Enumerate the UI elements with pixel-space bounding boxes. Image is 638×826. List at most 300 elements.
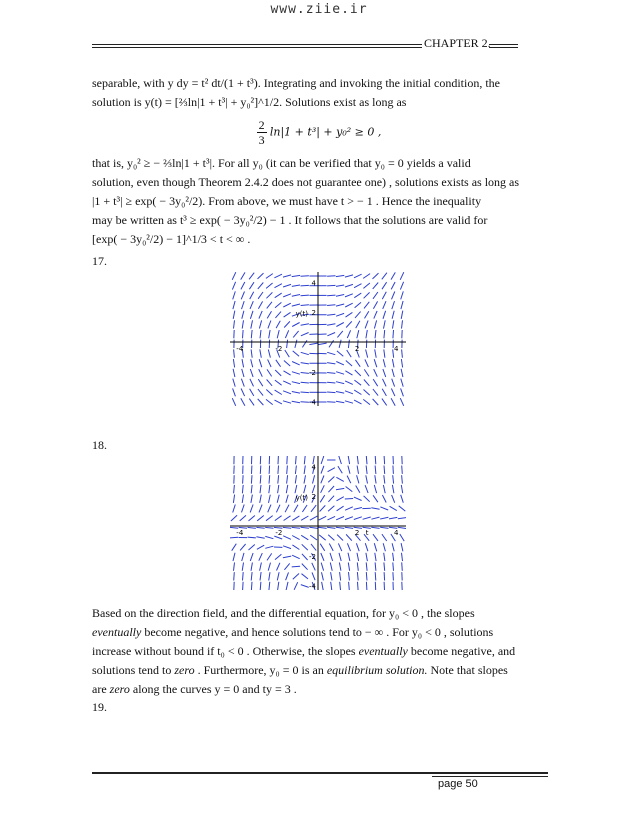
slope-arrow [268, 321, 271, 329]
slope-arrow [233, 553, 235, 561]
slope-arrow [392, 543, 394, 551]
slope-arrow [242, 505, 245, 513]
slope-arrow [345, 391, 353, 394]
slope-arrow [292, 516, 299, 521]
slope-arrow [346, 487, 353, 492]
slope-arrow [392, 369, 394, 377]
slope-arrow [295, 475, 296, 483]
text-line: Based on the direction field, and the differential equation, for y₀ < 0 , the slopes [92, 606, 475, 620]
slope-arrow [401, 291, 404, 299]
slope-arrow [242, 301, 245, 309]
slope-arrow [402, 320, 403, 328]
slope-arrow [371, 527, 379, 528]
slope-arrow [249, 282, 254, 289]
slope-arrow [250, 369, 253, 377]
slope-arrow [275, 284, 282, 288]
slope-arrow [356, 321, 360, 328]
slope-arrow [283, 381, 291, 385]
slope-arrow [258, 283, 264, 289]
slope-arrow [348, 553, 350, 561]
slope-arrow [257, 516, 264, 521]
slope-arrow [363, 399, 370, 404]
slope-arrow [393, 330, 394, 338]
slope-arrow [383, 379, 387, 387]
slope-arrow [285, 505, 289, 513]
slope-arrow [389, 517, 397, 519]
slope-arrow [345, 507, 353, 510]
slope-arrow [275, 390, 282, 394]
slope-arrow [375, 553, 376, 561]
slope-arrow [233, 505, 236, 513]
emphasis: eventually [358, 644, 408, 658]
slope-arrow [357, 466, 358, 474]
slope-arrow [251, 475, 252, 483]
slope-arrow [265, 527, 273, 528]
slope-arrow [382, 399, 387, 406]
slope-arrow [243, 475, 244, 483]
slope-arrow [328, 516, 336, 520]
footer-rule [432, 776, 548, 777]
slope-arrow [275, 370, 281, 376]
slope-arrow [356, 543, 359, 551]
slope-arrow [267, 553, 272, 560]
slope-arrow [242, 485, 243, 493]
slope-arrow [304, 475, 306, 483]
slope-arrow [399, 506, 406, 511]
slope-arrow [373, 389, 378, 396]
slope-arrow [276, 360, 281, 367]
slope-arrow [328, 506, 334, 512]
slope-arrow [321, 553, 324, 561]
slope-arrow [267, 369, 272, 376]
slope-arrow [296, 456, 297, 464]
slope-arrow [269, 485, 270, 493]
emphasis: zero [174, 663, 195, 677]
slope-arrow [348, 340, 349, 348]
slope-arrow [268, 505, 271, 513]
slope-arrow [384, 553, 385, 561]
slope-arrow [320, 505, 326, 511]
slope-arrow [277, 330, 279, 338]
slope-arrow [366, 572, 367, 580]
slope-arrow [375, 349, 377, 357]
slope-arrow [347, 330, 350, 338]
slope-arrow [345, 381, 353, 385]
slope-arrow [310, 535, 317, 540]
slope-arrow [366, 330, 367, 338]
slope-arrow [243, 572, 244, 580]
slope-arrow [301, 295, 309, 296]
slope-arrow [401, 495, 404, 503]
slope-arrow [294, 505, 298, 512]
slope-arrow [337, 535, 343, 541]
slope-arrow [364, 390, 370, 396]
slope-arrow [354, 517, 362, 520]
slope-arrow [327, 392, 335, 393]
y-tick-label: -2 [309, 552, 316, 561]
slope-arrow [336, 382, 344, 384]
slope-arrow [347, 543, 350, 551]
header-rule [92, 44, 422, 45]
slope-arrow [240, 515, 246, 521]
chapter-header [92, 34, 518, 56]
slope-arrow [260, 349, 262, 357]
slope-arrow [382, 292, 386, 299]
slope-arrow [392, 495, 395, 503]
slope-arrow [250, 301, 253, 309]
slope-arrow [309, 527, 317, 528]
slope-arrow [249, 516, 255, 521]
slope-arrow [278, 582, 279, 590]
slope-arrow [233, 379, 235, 387]
slope-arrow [251, 330, 252, 338]
slope-arrow [357, 553, 359, 561]
slope-arrow [318, 527, 326, 528]
slope-arrow [373, 301, 377, 308]
slope-arrow [337, 351, 343, 356]
slope-arrow [232, 282, 235, 290]
slope-arrow [275, 293, 282, 298]
slope-arrow [251, 349, 252, 357]
slope-arrow [336, 527, 344, 528]
y-tick-label: 2 [311, 309, 316, 318]
slope-arrow [293, 331, 298, 338]
slope-arrow [242, 495, 243, 503]
slope-arrow [327, 324, 335, 326]
slope-arrow [336, 372, 344, 375]
slope-arrow [249, 399, 254, 406]
text-line: solution, even though Theorem 2.4.2 does not guarantee one) , solutions exists as long as [92, 175, 520, 189]
slope-arrow [327, 285, 335, 286]
y-axis-label: y(t) [295, 310, 308, 319]
slope-arrow [269, 466, 270, 474]
slope-arrow [345, 371, 352, 375]
slope-arrow [336, 304, 344, 306]
y-tick-label: -4 [309, 582, 316, 590]
slope-arrow [336, 323, 343, 327]
slope-arrow [321, 485, 325, 493]
slope-arrow [258, 273, 264, 279]
slope-arrow [328, 477, 334, 483]
slope-arrow [345, 527, 353, 528]
slope-arrow [336, 401, 344, 402]
slope-arrow [304, 485, 306, 493]
slope-arrow [274, 274, 282, 278]
slope-arrow [327, 382, 335, 383]
slope-arrow [275, 516, 282, 521]
slope-arrow [295, 485, 297, 493]
slope-arrow [354, 274, 362, 278]
slope-arrow [329, 544, 333, 551]
slope-arrow [380, 517, 388, 519]
x-tick-label: -4 [236, 529, 244, 537]
slope-arrow [346, 534, 352, 540]
slope-arrow [345, 303, 353, 307]
slope-arrow [322, 572, 324, 580]
slope-arrow [268, 359, 272, 367]
slope-arrow [278, 466, 279, 474]
slope-arrow [295, 466, 296, 474]
slope-arrow [364, 302, 369, 309]
slope-arrow [401, 359, 402, 367]
slope-arrow [366, 553, 368, 561]
text-run: Note that slopes [427, 663, 508, 677]
slope-arrow [259, 320, 261, 328]
slope-arrow [336, 517, 344, 520]
slope-arrow [401, 311, 403, 319]
slope-arrow [269, 495, 271, 503]
slope-arrow [301, 305, 309, 306]
slope-arrow [402, 466, 403, 474]
display-equation [0, 118, 638, 147]
header-rule [92, 47, 422, 48]
fraction [257, 118, 267, 147]
slope-arrow [241, 379, 244, 387]
slope-arrow [241, 389, 245, 397]
text-line: that is, y₀² ≥ − ⅔ln|1 + t³|. For all y₀ (it can be verified that y₀ = 0 yields a valid [92, 156, 471, 170]
slope-arrow [330, 563, 332, 571]
slope-arrow [365, 485, 368, 493]
slope-arrow [258, 292, 263, 299]
slope-arrow [260, 572, 261, 580]
slope-arrow [321, 476, 324, 484]
slope-arrow [233, 291, 236, 299]
slope-arrow [363, 274, 370, 279]
slope-arrow [354, 508, 362, 510]
slope-arrow [346, 321, 352, 327]
slope-arrow [260, 563, 262, 571]
text-line: may be written as t³ ≥ exp( − 3y₀²/2) − 1 . It follows that the solutions are valid for [92, 213, 488, 227]
slope-arrow [349, 572, 350, 580]
slope-arrow [331, 582, 332, 590]
slope-arrow [384, 330, 385, 338]
slope-arrow [336, 362, 344, 365]
slope-arrow [302, 340, 307, 347]
slope-arrow [256, 527, 264, 528]
slope-arrow [382, 534, 387, 541]
slope-arrow [371, 517, 379, 519]
slope-arrow [240, 544, 246, 550]
slope-arrow [366, 562, 367, 570]
slope-arrow [242, 320, 243, 328]
slope-arrow [243, 582, 244, 590]
slope-arrow [365, 321, 368, 329]
slope-arrow [312, 563, 316, 571]
slope-arrow [331, 572, 332, 580]
slope-arrow [292, 545, 299, 550]
paragraph-discussion [92, 604, 548, 699]
slope-arrow [251, 485, 252, 493]
slope-arrow [348, 456, 349, 464]
slope-arrow [320, 495, 325, 502]
slope-arrow [355, 312, 361, 318]
slope-arrow [241, 272, 245, 279]
slope-arrow [401, 485, 402, 493]
slope-arrow [373, 292, 378, 299]
slope-arrow [230, 537, 238, 538]
slope-arrow [251, 320, 253, 328]
slope-arrow [312, 572, 315, 580]
slope-arrow [232, 544, 237, 551]
slope-arrow [292, 527, 300, 528]
slope-arrow [283, 303, 291, 307]
slope-arrow [354, 284, 361, 288]
slope-arrow [292, 536, 299, 540]
slope-arrow [283, 546, 291, 549]
slope-arrow [287, 340, 288, 348]
slope-arrow [354, 380, 361, 385]
slope-arrow [336, 488, 344, 489]
slope-arrow [393, 562, 394, 570]
slope-arrow [374, 369, 378, 377]
slope-arrow [364, 380, 370, 386]
slope-arrow [248, 527, 256, 528]
slope-arrow [340, 582, 341, 590]
slope-arrow [390, 506, 397, 510]
slope-arrow [251, 563, 252, 571]
slope-arrow [374, 359, 377, 367]
slope-arrow [301, 373, 309, 374]
slope-arrow [391, 282, 395, 289]
slope-arrow [259, 311, 262, 319]
slope-arrow [242, 553, 244, 561]
slope-arrow [283, 391, 291, 394]
slope-arrow [363, 283, 370, 288]
slope-arrow [365, 543, 368, 551]
slope-arrow [251, 572, 252, 580]
slope-arrow [400, 398, 403, 406]
slope-arrow [292, 555, 300, 559]
slope-arrow [392, 359, 394, 367]
slope-arrow [321, 563, 323, 571]
slope-arrow [241, 282, 245, 289]
slope-arrow [374, 320, 376, 328]
text-run: along the curves y = 0 and ty = 3 . [129, 682, 297, 696]
emphasis: zero [109, 682, 130, 696]
slope-arrow [283, 536, 291, 540]
text-line: separable, with y dy = t² dt/(1 + t³). Integrating and invoking the initial condition, the [92, 76, 500, 90]
slope-arrow [292, 362, 300, 365]
slope-arrow [292, 372, 300, 375]
slope-arrow [393, 553, 394, 561]
slope-arrow [250, 311, 253, 319]
slope-arrow [400, 282, 403, 290]
slope-arrow [339, 553, 341, 561]
slope-arrow [286, 572, 289, 580]
slope-arrow [258, 399, 264, 405]
slope-arrow [313, 475, 315, 483]
slope-arrow [383, 369, 386, 377]
slope-arrow [302, 505, 307, 512]
slope-arrow [292, 304, 300, 306]
slope-arrow [363, 517, 371, 519]
slope-arrow [275, 302, 281, 307]
slope-arrow [393, 475, 394, 483]
slope-arrow [292, 566, 300, 567]
slope-arrow [267, 302, 272, 309]
slope-arrow [384, 572, 385, 580]
slope-arrow [398, 527, 406, 528]
slope-arrow [232, 398, 235, 406]
fraction-denominator: 3 [258, 133, 265, 147]
slope-arrow [383, 359, 385, 367]
slope-arrow [292, 401, 300, 402]
slope-arrow [330, 553, 333, 561]
slope-arrow [286, 495, 288, 503]
slope-arrow [259, 505, 262, 513]
slope-arrow [375, 572, 376, 580]
slope-arrow [242, 563, 243, 571]
text-line: |1 + t³| ≥ exp( − 3y₀²/2). From above, we must have t > − 1 . Hence the inequality [92, 194, 482, 208]
emphasis: equilibrium solution. [326, 663, 428, 677]
slope-arrow [384, 475, 385, 483]
slope-arrow [401, 301, 403, 309]
slope-arrow [336, 275, 344, 276]
slope-arrow [337, 506, 344, 511]
slope-arrow [327, 527, 335, 528]
text-line [92, 623, 548, 642]
slope-arrow [301, 363, 309, 364]
slope-arrow [233, 388, 236, 396]
slope-arrow [357, 475, 359, 483]
slope-arrow [277, 563, 280, 571]
x-tick-label: -4 [236, 345, 244, 353]
slope-arrow [283, 294, 291, 297]
slope-arrow [260, 475, 261, 483]
text-run: solutions tend to [92, 663, 175, 677]
slope-arrow [258, 389, 263, 396]
slope-arrow [380, 507, 388, 510]
y-tick-label: 2 [311, 493, 316, 502]
chapter-title: CHAPTER 2. [424, 36, 491, 50]
slope-arrow [287, 456, 288, 464]
slope-arrow [328, 468, 335, 472]
slope-arrow [357, 456, 358, 464]
slope-arrow [366, 582, 367, 590]
slope-arrow [301, 392, 309, 393]
slope-arrow [284, 516, 291, 521]
slope-arrow [275, 554, 281, 559]
slope-arrow [318, 343, 326, 345]
slope-arrow [373, 534, 378, 541]
text-line: [exp( − 3y₀²/2) − 1]^1/3 < t < ∞ . [92, 232, 251, 246]
slope-arrow [336, 285, 344, 286]
slope-arrow [301, 535, 308, 540]
slope-arrow [375, 475, 376, 483]
slope-arrow [336, 295, 344, 297]
text-run: . Furthermore, y₀ = 0 is an [194, 663, 327, 677]
equation-body: ln|1 + t³| + y₀² ≥ 0 , [269, 125, 382, 139]
slope-arrow [345, 275, 353, 277]
slope-arrow [339, 563, 341, 571]
slope-arrow [355, 302, 361, 307]
slope-arrow [400, 272, 404, 280]
slope-arrow [338, 543, 341, 551]
slope-arrow [366, 456, 367, 464]
slope-arrow [392, 301, 395, 309]
slope-arrow [327, 333, 335, 336]
slope-arrow [319, 535, 326, 540]
slope-arrow [392, 379, 395, 387]
slope-arrow [260, 582, 261, 590]
slope-arrow [384, 320, 386, 328]
slope-arrow [398, 518, 406, 519]
slope-arrow [371, 508, 379, 510]
slope-arrow [348, 563, 349, 571]
slope-arrow [329, 340, 334, 347]
problem-number: 18. [92, 438, 107, 452]
slope-arrow [401, 543, 403, 551]
